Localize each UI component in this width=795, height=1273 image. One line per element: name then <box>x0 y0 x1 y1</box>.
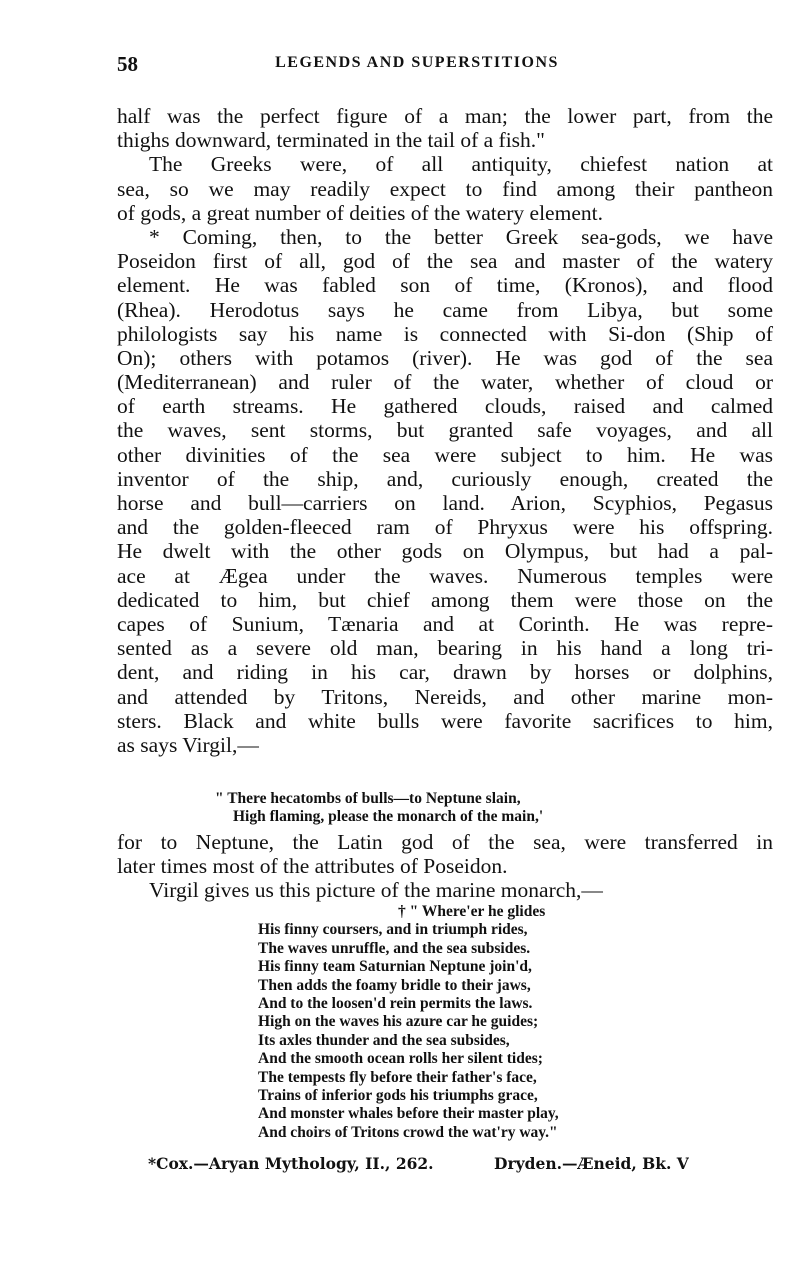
text-line: capes of Sunium, Tænaria and at Corinth. He was repre- <box>117 611 773 636</box>
footnote-cox: *Cox.—Aryan Mythology, II., 262. <box>148 1154 434 1173</box>
text-line: And the smooth ocean rolls her silent tides; <box>258 1050 543 1068</box>
text-line: The tempests fly before their father's face, <box>258 1068 537 1086</box>
text-line: † " Where'er he glides <box>398 903 546 920</box>
text-line: dedicated to him, but chief among them were those on the <box>117 587 773 612</box>
text-line: Poseidon first of all, god of the sea and master of the watery <box>117 249 773 274</box>
text-line: ace at Ægea under the waves. Numerous temples were <box>117 563 773 588</box>
text-line: Its axles thunder and the sea subsides, <box>258 1031 510 1049</box>
running-head: LEGENDS AND SUPERSTITIONS <box>275 54 559 71</box>
text-line: sented as a severe old man, bearing in his hand a long tri- <box>117 636 773 661</box>
text-line: thighs downward, terminated in the tail of a fish." <box>117 128 545 153</box>
text-line: And choirs of Tritons crowd the wat'ry way." <box>258 1123 558 1141</box>
text-line: High on the waves his azure car he guides; <box>258 1013 539 1031</box>
text-line: the waves, sent storms, but granted safe voyages, and all <box>117 418 773 443</box>
text-line: The Greeks were, of all antiquity, chiefest nation at <box>149 152 773 177</box>
text-line: of gods, a great number of deities of the watery element. <box>117 200 603 225</box>
text-line: (Mediterranean) and ruler of the water, whether of cloud or <box>117 370 773 395</box>
text-line: On); others with potamos (river). He was god of the sea <box>117 345 773 370</box>
text-line: for to Neptune, the Latin god of the sea, were transferred in <box>117 830 773 854</box>
text-line: And monster whales before their master play, <box>258 1105 559 1123</box>
text-line: Trains of inferior gods his triumphs grace, <box>258 1087 538 1105</box>
text-line: half was the perfect figure of a man; the lower part, from the <box>117 104 773 128</box>
text-line: and attended by Tritons, Nereids, and other marine mon- <box>117 684 773 709</box>
text-line: Then adds the foamy bridle to their jaws, <box>258 976 531 994</box>
poem-quote <box>258 903 559 1142</box>
page-header <box>117 52 773 76</box>
text-line: High flaming, please the monarch of the main,' <box>233 808 544 825</box>
text-line: as says Virgil,— <box>117 732 259 757</box>
text-line: of earth streams. He gathered clouds, raised and calmed <box>117 394 773 419</box>
footnote-dryden: Dryden.—Æneid, Bk. V <box>494 1154 689 1173</box>
text-line: other divinities of the sea were subject to him. He was <box>117 442 773 467</box>
text-line: element. He was fabled son of time, (Kronos), and flood <box>117 273 773 298</box>
text-line: And to the loosen'd rein permits the laws. <box>258 995 533 1013</box>
text-line: The waves unruffle, and the sea subsides. <box>258 939 531 957</box>
body-text <box>117 104 773 757</box>
text-line: (Rhea). Herodotus says he came from Libya, but some <box>117 297 773 322</box>
text-line: * Coming, then, to the better Greek sea-gods, we have <box>149 224 773 249</box>
text-line: inventor of the ship, and, curiously enough, created the <box>117 466 773 491</box>
text-line: His finny team Saturnian Neptune join'd, <box>258 958 532 976</box>
text-line: philologists say his name is connected with Si-don (Ship of <box>117 321 773 346</box>
text-line: His finny coursers, and in triumph rides, <box>258 921 528 939</box>
body-text-continued <box>117 830 773 903</box>
text-line: and the golden-fleeced ram of Phryxus were his offspring. <box>117 515 773 540</box>
page-number: 58 <box>117 52 138 76</box>
block-quote <box>215 790 543 826</box>
text-line: horse and bull—carriers on land. Arion, Scyphios, Pegasus <box>117 491 773 515</box>
text-line: sters. Black and white bulls were favorite sacrifices to him, <box>117 708 773 733</box>
text-line: dent, and riding in his car, drawn by horses or dolphins, <box>117 660 773 685</box>
text-line: later times most of the attributes of Poseidon. <box>117 854 508 879</box>
text-line: He dwelt with the other gods on Olympus, but had a pal- <box>117 539 773 564</box>
text-line: sea, so we may readily expect to find among their pantheon <box>117 176 773 201</box>
text-line: Virgil gives us this picture of the marine monarch,— <box>149 878 603 903</box>
text-line: " There hecatombs of bulls—to Neptune slain, <box>215 790 521 807</box>
